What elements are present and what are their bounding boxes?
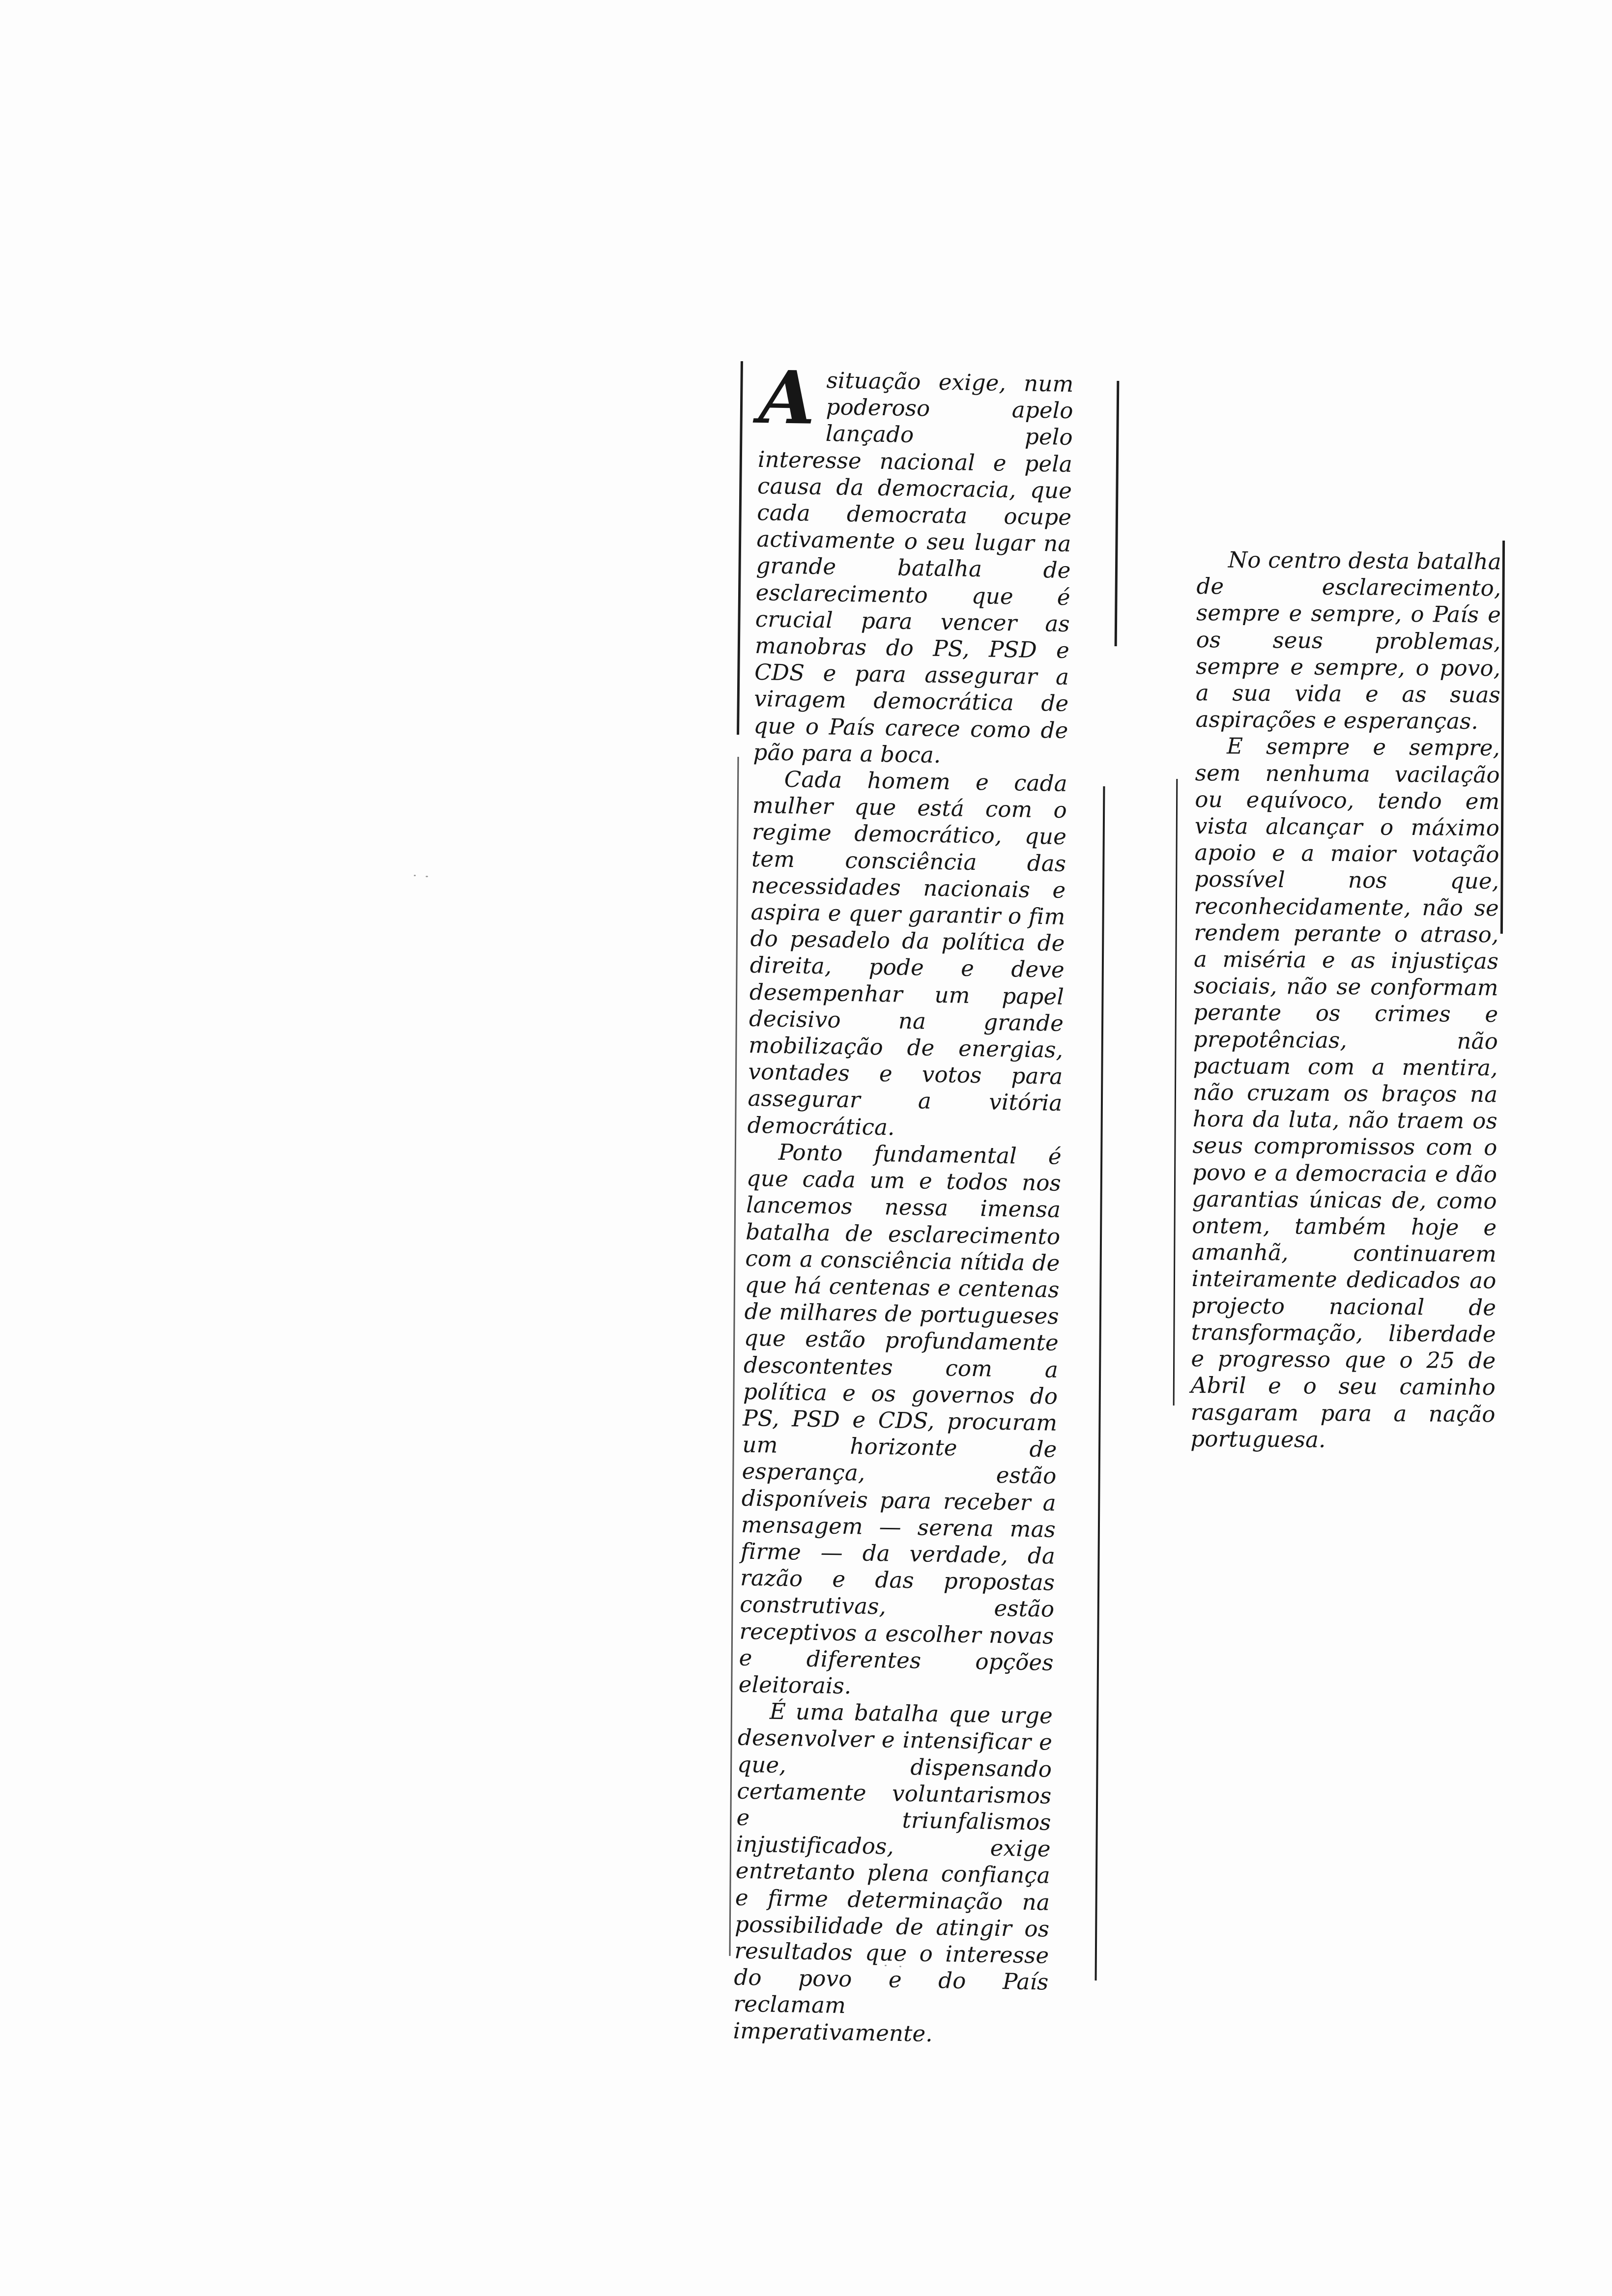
article-right-column — [1190, 546, 1501, 1454]
article-paragraph: É uma batalha que urge desenvolver e intensificar e que, dispensando certamente voluntarismos e triunfalismos injustificados, exige entretanto plena confiança e firme determinação na possibilidade de atingir os resultados que o interesse do povo e do País reclamam imperativamente. — [733, 1698, 1053, 2047]
middle-column-rule-top — [1115, 381, 1120, 646]
article-paragraph: E sempre e sempre, sem nenhuma vacilação ou equívoco, tendo em vista alcançar o máximo apoio e a maior votação possível nos que, reconhecidamente, não se rendem perante o atraso, a miséria e as injustiças sociais, não se conformam perante os crimes e prepotências, não pactuam com a mentira, não cruzam os braços na hora da luta, não traem os seus compromissos com o povo e a democracia e dão garantias únicas de, como ontem, também hoje e amanhã, continuarem inteiramente dedicados ao projecto nacional de transformação, liberdade e progresso que o 25 de Abril e o seu caminho rasgaram para a nação portuguesa. — [1190, 733, 1500, 1453]
scan-speck — [426, 876, 428, 877]
article-paragraph: Cada homem e cada mulher que está com o regime democrático, que tem consciência das necessidades nacionais e aspira e quer garantir o fim do pesadelo da política de direita, pode e deve desempenhar um papel decisivo na grande mobilização de energias, vontades e votos para assegurar a vitória democrática. — [747, 766, 1068, 1141]
paragraph-text: situação exige, num poderoso apelo lançado pelo interesse nacional e pela causa da democracia, que cada democrata ocupe activamente o seu lugar na grande batalha de esclarecimento que é crucial para vencer as manobras do PS, PSD e CDS e para assegurar a viragem democrática de que o País carece como de pão para a boca. — [753, 367, 1074, 768]
article-paragraph: Ponto fundamental é que cada um e todos nos lancemos nessa imensa batalha de esclarecimento com a consciência nítida de que há centenas e centenas de milhares de portugueses que estão profundamente descontentes com a política e os governos do PS, PSD e CDS, procuram um horizonte de esperança, estão disponíveis para receber a mensagem — serena mas firme — da verdade, da razão e das propostas construtivas, estão receptivos a escolher novas e diferentes opções eleitorais. — [738, 1139, 1062, 1699]
article-left-column — [733, 354, 1074, 2049]
drop-cap: A — [758, 354, 816, 441]
far-right-column-rule — [1500, 541, 1505, 934]
right-column-rule — [1173, 779, 1178, 1406]
left-column-rule-top — [737, 361, 743, 735]
middle-column-rule-bottom — [1095, 786, 1105, 1980]
scan-speck — [414, 875, 416, 876]
article-paragraph: No centro desta batalha de esclarecimento, sempre e sempre, o País e os seus problemas, sempre e sempre, o povo, a sua vida e as suas aspirações e esperanças. — [1195, 546, 1501, 735]
article-paragraph — [753, 354, 1074, 771]
